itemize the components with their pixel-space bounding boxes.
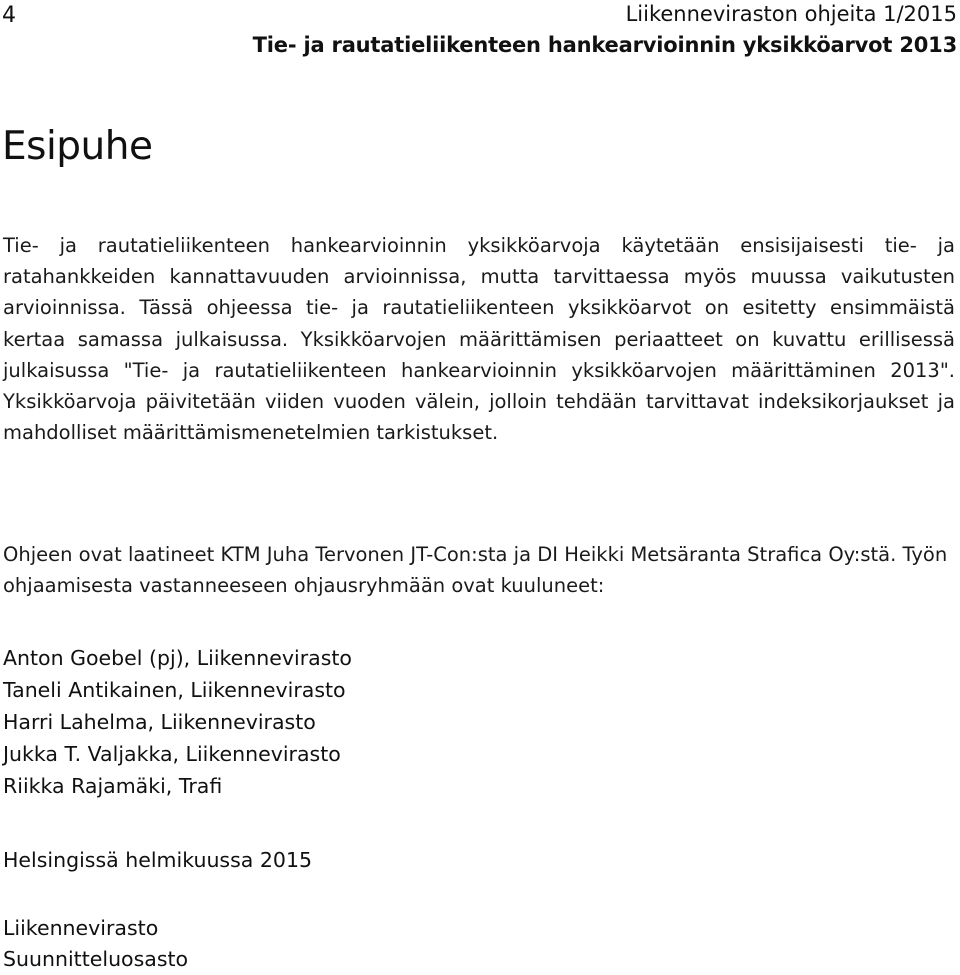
header-series: Liikenneviraston ohjeita 1/2015 — [625, 2, 957, 26]
committee-member: Harri Lahelma, Liikennevirasto — [3, 710, 316, 734]
page-number: 4 — [2, 3, 16, 28]
committee-member: Taneli Antikainen, Liikennevirasto — [3, 678, 346, 702]
committee-member: Riikka Rajamäki, Trafi — [3, 774, 223, 798]
place-date: Helsingissä helmikuussa 2015 — [3, 848, 313, 872]
header-doc-title: Tie- ja rautatieliikenteen hankearvioinnin yksikköarvot 2013 — [252, 33, 957, 57]
authors-paragraph: Ohjeen ovat laatineet KTM Juha Tervonen JT-Con:sta ja DI Heikki Metsäranta Strafica Oy:stä. Työn ohjaamisesta vastanneeseen ohjausryhmään ovat kuuluneet: — [3, 543, 948, 598]
organization-unit: Suunnitteluosasto — [3, 947, 189, 971]
committee-member: Jukka T. Valjakka, Liikennevirasto — [3, 742, 341, 766]
intro-paragraph: Tie- ja rautatieliikenteen hankearvioinnin yksikköarvoja käytetään ensisijaisesti tie- ja ratahankkeiden kannattavuuden arvioinnissa, mutta tarvittaessa myös muussa vaikutusten arvioinnissa. Tässä ohjeessa tie- ja rautatieliikenteen yksikköarvot on esitetty ensimmäistä kertaa samassa julkaisussa. Yksikköarvojen määrittämisen periaatteet on kuvattu erillisessä julkaisussa "Tie- ja rautatieliikenteen hankearvioinnin yksikköarvojen määrittäminen 2013". Yksikköarvoja päivitetään viiden vuoden välein, jolloin tehdään tarvittavat indeksikorjaukset ja mahdolliset määrittämismenetelmien tarkistukset. — [3, 234, 955, 445]
committee-member: Anton Goebel (pj), Liikennevirasto — [3, 646, 352, 670]
page-title: Esipuhe — [2, 124, 153, 169]
organization-name: Liikennevirasto — [3, 916, 159, 940]
